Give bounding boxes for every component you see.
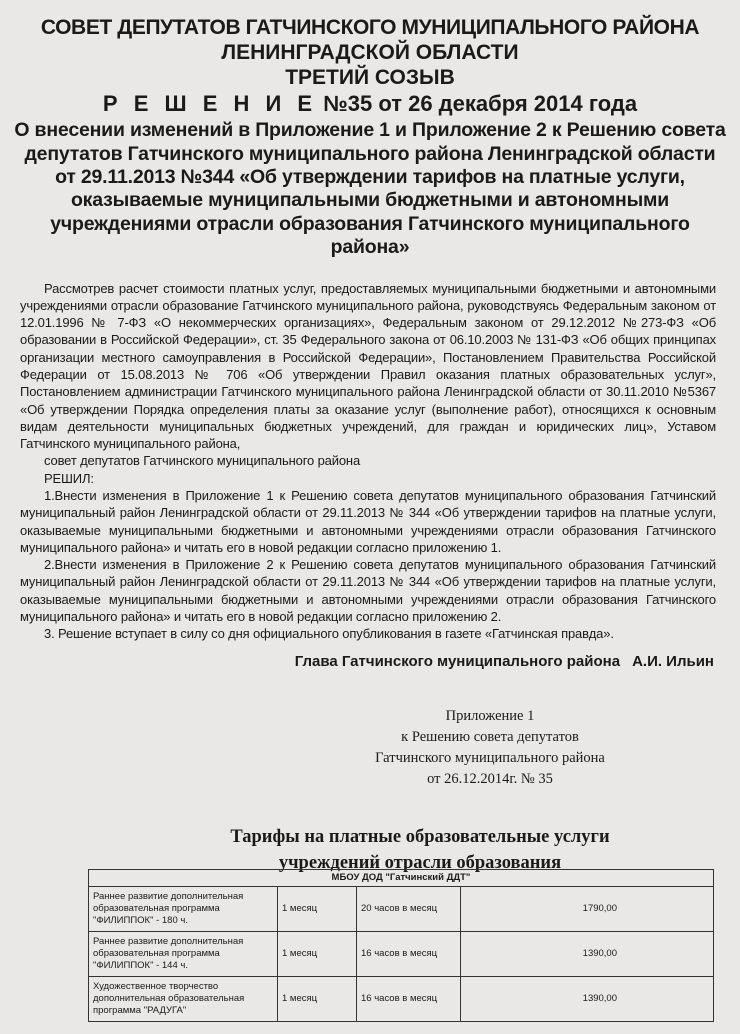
resolved-line: РЕШИЛ: (44, 470, 94, 486)
table-row (89, 977, 714, 1022)
preamble-paragraph: Рассмотрев расчет стоимости платных услуг, предоставляемых муниципальными бюджетными и автономными учреждениями отрасли образование Гатчинского муниципального района, руководствуясь Федеральным законом от 12.01.1996 № 7-ФЗ «О некоммерческих организациях», Федеральным законом от 29.12.2012 №273-ФЗ «Об образовании в Российской Федерации», ст. 35 Федерального закона от 06.10.2003 № 131-ФЗ «Об общих принципах организации местного самоуправления в Российской Федерации», Постановлением Правительства Российской Федерации от 15.08.2013 № 706 «Об утверждении Правил оказания платных образовательных услуг», Постановлением администрации Гатчинского муниципального района Ленинградской области от 30.11.2010 №5367 «Об утверждении Порядка определения платы за оказание услуг (выполнение работ), относящихся к основным видам деятельности муниципальных бюджетных учреждений, для граждан и юридических лиц», Уставом Гатчинского муниципального района, (20, 280, 716, 452)
tariffs-title-line-2: учреждений отрасли образования (278, 853, 562, 874)
service-hours: 16 часов в месяц (357, 977, 461, 1022)
service-price: 1790,00 (461, 887, 714, 932)
council-name: СОВЕТ ДЕПУТАТОВ ГАТЧИНСКОГО МУНИЦИПАЛЬНОГО РАЙОНА (40, 16, 700, 39)
appendix-to-decision: к Решению совета депутатов (401, 728, 579, 745)
service-name: Раннее развитие дополнительная образовательная программа "ФИЛИППОК" - 144 ч. (89, 932, 278, 977)
organization-name: МБОУ ДОД "Гатчинский ДДТ" (89, 870, 714, 887)
service-hours: 20 часов в месяц (357, 887, 461, 932)
appendix-district: Гатчинского муниципального района (375, 749, 605, 766)
decision-item-2: 2.Внести изменения в Приложение 2 к Решению совета депутатов муниципального образования Гатчинский муниципальный район Ленинградской области от 29.11.2013 № 344 «Об утверждении тарифов на платные услуги, оказываемые муниципальными бюджетными и автономными учреждениями отрасли образования Гатчинского муниципального района» и читать его в новой редакции согласно приложению 2. (20, 557, 716, 624)
decision-body (20, 280, 716, 643)
convocation: ТРЕТИЙ СОЗЫВ (285, 65, 455, 89)
council-line: совет депутатов Гатчинского муниципального района (44, 453, 361, 469)
appendix-reference (360, 706, 620, 790)
decision-item-1: 1.Внести изменения в Приложение 1 к Решению совета депутатов муниципального образования Гатчинский муниципальный район Ленинградской области от 29.11.2013 № 344 «Об утверждении тарифов на платные услуги, оказываемые муниципальными бюджетными и автономными учреждениями отрасли образования Гатчинского муниципального района» и читать его в новой редакции согласно приложению 1. (20, 487, 716, 555)
service-name: Художественное творчество дополнительная образовательная программа "РАДУГА" (89, 977, 278, 1022)
service-period: 1 месяц (278, 977, 357, 1022)
table-org-row (89, 870, 714, 887)
decision-word: Р Е Ш Е Н И Е (102, 91, 318, 117)
region-name: ЛЕНИНГРАДСКОЙ ОБЛАСТИ (221, 40, 519, 64)
service-name: Раннее развитие дополнительная образовательная программа "ФИЛИППОК" - 180 ч. (89, 887, 278, 932)
decision-item-3: 3. Решение вступает в силу со дня официального опубликования в газете «Гатчинская правда». (44, 626, 614, 642)
appendix-number: Приложение 1 (445, 707, 535, 724)
table-row (89, 932, 714, 977)
service-period: 1 месяц (278, 932, 357, 977)
signatory-title: Глава Гатчинского муниципального района (294, 652, 621, 670)
appendix-date-number: от 26.12.2014г. № 35 (427, 770, 553, 787)
decision-subject: О внесении изменений в Приложение 1 и Приложение 2 к Решению совета депутатов Гатчинского муниципального района Ленинградской области от 29.11.2013 №344 «Об утверждении тарифов на платные услуги, оказываемые муниципальными бюджетными и автономными учреждениями отрасли образования Гатчинского муниципального района» (14, 119, 726, 259)
signatory-name: А.И. Ильин (632, 652, 714, 670)
signature-line (0, 653, 714, 670)
service-hours: 16 часов в месяц (357, 932, 461, 977)
decision-number-date: №35 от 26 декабря 2014 года (317, 91, 638, 117)
tariffs-table (88, 869, 714, 1022)
service-price: 1390,00 (461, 932, 714, 977)
table-row (89, 887, 714, 932)
service-period: 1 месяц (278, 887, 357, 932)
service-price: 1390,00 (461, 977, 714, 1022)
document-header (0, 0, 740, 117)
decision-heading (0, 91, 740, 117)
tariffs-title-line-1: Тарифы на платные образовательные услуги (230, 826, 610, 847)
